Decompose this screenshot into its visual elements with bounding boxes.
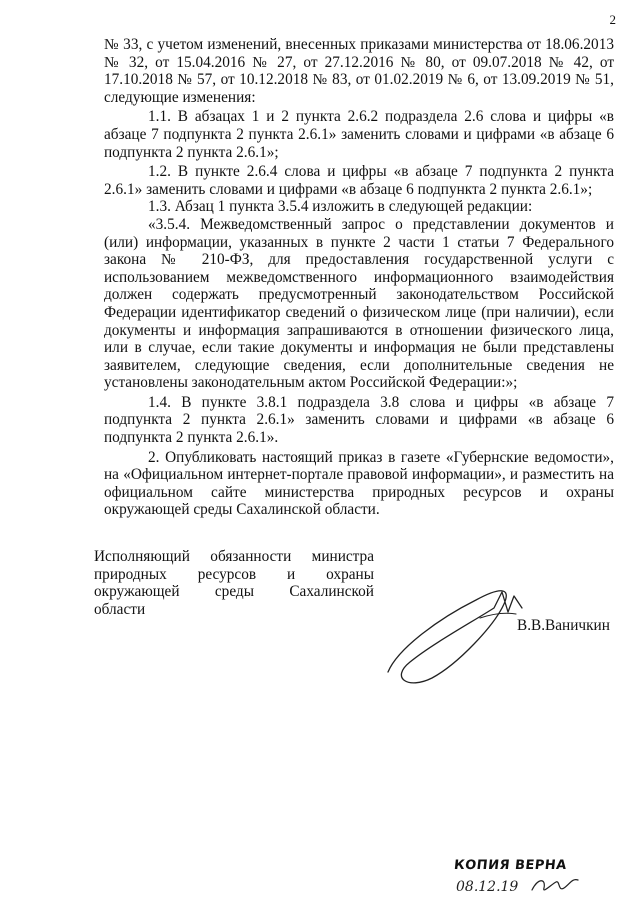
handwritten-date: 08.12.19: [456, 879, 519, 895]
paragraph-2: 2. Опубликовать настоящий приказ в газете «Губернские ведомости», на «Официальном интернет-портале правовой информации», и разместить на официальном сайте министерства природных ресурсов и охраны окружающей среды Сахалинской области.: [104, 448, 614, 519]
document-body: [104, 36, 614, 519]
handwritten-signature: [380, 578, 530, 688]
position-line: природных ресурсов и охраны: [94, 565, 374, 583]
paragraph-1-4: 1.4. В пункте 3.8.1 подраздела 3.8 слова и цифры «в абзаце 7 подпункта 2 пункта 2.6.1» заменить словами и цифрами «в абзаце 6 подпункта 2 пункта 2.6.1».: [104, 393, 614, 447]
position-line: области: [94, 600, 146, 618]
position-line: окружающей среды Сахалинской: [94, 583, 374, 601]
paragraph-1-1: 1.1. В абзацах 1 и 2 пункта 2.6.2 подраздела 2.6 слова и цифры «в абзаце 7 подпункта 2 пункта 2.6.1» заменить словами и цифрами «в абзаце 6 подпункта 2 пункта 2.6.1»;: [104, 108, 614, 161]
page-number: 2: [609, 12, 616, 27]
paragraph-1-3: 1.3. Абзац 1 пункта 3.5.4 изложить в следующей редакции:: [148, 198, 533, 216]
handwritten-date-and-initials: [454, 872, 584, 898]
signatory-position: [94, 548, 374, 618]
signatory-name: В.В.Ваничкин: [517, 617, 610, 634]
paragraph-3-5-4-quote: «3.5.4. Межведомственный запрос о представлении документов и (или) информации, указанных в пункте 2 части 1 статьи 7 Федерального закона № 210-ФЗ, для предоставления государственной услуги с использованием межведомственного информационного взаимодействия должен содержать предусмотренный законодательством Российской Федерации идентификатор сведений о физическом лице (при наличии), если документы и информация запрашиваются в отношении физического лица, или в случае, если такие документы и информация не были представлены заявителем, следующие сведения, если дополнительные сведения не установлены законодательным актом Российской Федерации:»;: [104, 215, 614, 392]
paragraph-intro: № 33, с учетом изменений, внесенных приказами министерства от 18.06.2013 № 32, от 15.04.2016 № 27, от 27.12.2016 № 80, от 09.07.2018 № 42, от 17.10.2018 № 57, от 10.12.2018 № 83, от 01.02.2019 № 6, от 13.09.2019 № 51, следующие изменения:: [104, 36, 614, 106]
copy-certified-stamp: КОПИЯ ВЕРНА: [453, 858, 568, 873]
position-line: Исполняющий обязанности министра: [94, 548, 374, 565]
paragraph-1-2: 1.2. В пункте 2.6.4 слова и цифры «в абзаце 7 подпункта 2 пункта 2.6.1» заменить словами и цифрами «в абзаце 6 подпункта 2 пункта 2.6.1»;: [104, 163, 614, 198]
